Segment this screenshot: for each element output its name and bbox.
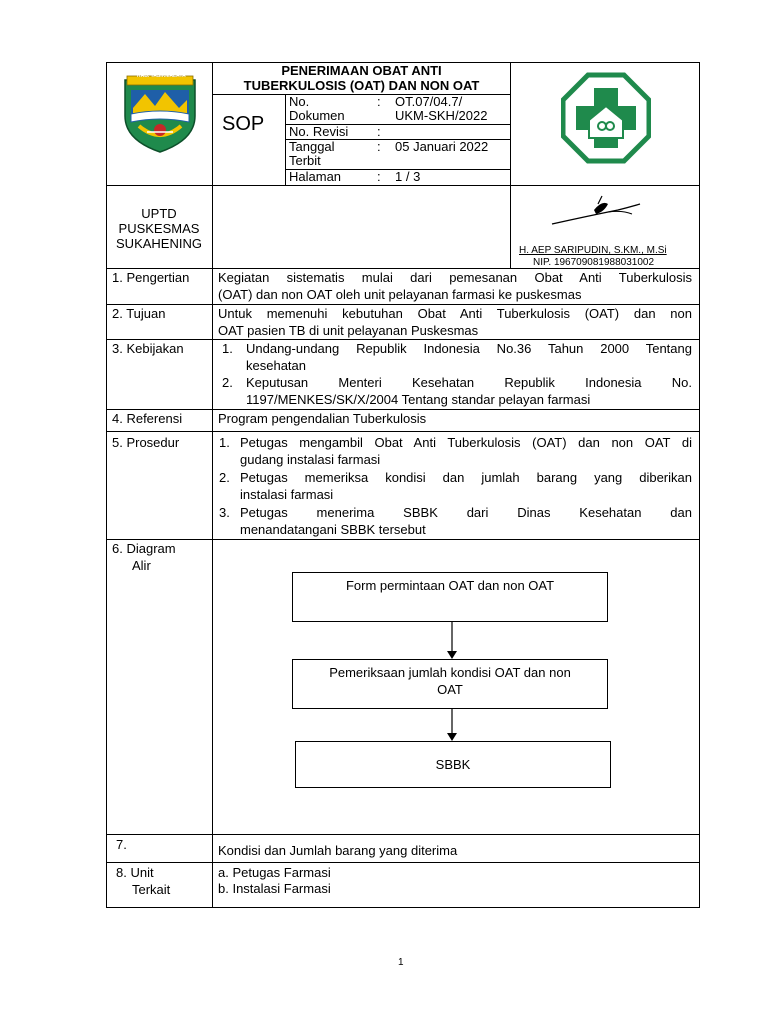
- no-dokumen-label: No. Dokumen: [289, 94, 345, 123]
- label-unit-terkait: 8. Unit Terkait: [116, 865, 171, 897]
- prosedur-item-3-line-1: Petugas menerima SBBK dari Dinas Kesehatan dan: [240, 505, 692, 520]
- colon: :: [377, 139, 381, 154]
- signature: [548, 190, 658, 230]
- colon: :: [377, 124, 381, 139]
- flow-step-form-permintaan: Form permintaan OAT dan non OAT: [292, 572, 608, 622]
- label-kebijakan: 3. Kebijakan: [112, 341, 184, 356]
- halaman-label: Halaman: [289, 169, 342, 184]
- kebijakan-item-1-number: 1.: [222, 341, 233, 356]
- tanggal-terbit-label: Tanggal Terbit: [289, 139, 335, 168]
- prosedur-item-1-line-1: Petugas mengambil Obat Anti Tuberkulosis (OAT) dan non OAT di: [240, 435, 692, 450]
- halaman-value: 1 / 3: [395, 169, 421, 184]
- label-pengertian: 1. Pengertian: [112, 270, 190, 285]
- tanggal-terbit-value: 05 Januari 2022: [395, 139, 489, 154]
- signer-nip: NIP. 196709081988031002: [533, 257, 655, 268]
- kebijakan-item-1-line-2: kesehatan: [246, 358, 306, 373]
- organization-name: UPTD PUSKESMAS SUKAHENING: [116, 206, 202, 251]
- kebijakan-item-2-line-1: Keputusan Menteri Kesehatan Republik Indonesia No.: [246, 375, 692, 390]
- seven-text: Kondisi dan Jumlah barang yang diterima: [218, 843, 458, 858]
- divider: [212, 268, 213, 908]
- no-dokumen-value: OT.07/04.7/ UKM-SKH/2022: [395, 94, 488, 123]
- divider: [510, 62, 511, 268]
- flow-step-sbbk: SBBK: [295, 741, 611, 788]
- colon: :: [377, 94, 381, 109]
- divider: [106, 185, 700, 186]
- divider: [106, 834, 700, 835]
- prosedur-item-3-number: 3.: [219, 505, 230, 520]
- kebijakan-item-2-number: 2.: [222, 375, 233, 390]
- prosedur-item-2-line-2: instalasi farmasi: [240, 487, 334, 502]
- no-revisi-label: No. Revisi: [289, 124, 349, 139]
- pengertian-line-1: Kegiatan sistematis mulai dari pemesanan Obat Anti Tuberkulosis: [218, 270, 692, 285]
- flow-step-pemeriksaan: Pemeriksaan jumlah kondisi OAT dan non OAT: [292, 659, 608, 709]
- prosedur-item-3-line-2: menandatangani SBBK tersebut: [240, 522, 426, 537]
- unit-terkait-item-2: b. Instalasi Farmasi: [218, 881, 331, 896]
- prosedur-item-2-number: 2.: [219, 470, 230, 485]
- label-seven: 7.: [116, 837, 127, 852]
- prosedur-item-2-line-1: Petugas memeriksa kondisi dan jumlah barang yang diberikan: [240, 470, 692, 485]
- flow-arrow: [446, 622, 458, 659]
- sop-label: SOP: [222, 113, 265, 135]
- pengertian-line-2: (OAT) dan non OAT oleh unit pelayanan farmasi ke puskesmas: [218, 287, 582, 302]
- divider: [106, 862, 700, 863]
- divider: [106, 539, 700, 540]
- label-referensi: 4. Referensi: [112, 411, 183, 426]
- tujuan-line-2: OAT pasien TB di unit pelayanan Puskesmas: [218, 323, 479, 338]
- label-tujuan: 2. Tujuan: [112, 306, 166, 321]
- title-line-1: PENERIMAAN OBAT ANTI: [281, 63, 442, 78]
- kebijakan-item-2-line-2: 1197/MENKES/SK/X/2004 Tentang standar pelayan farmasi: [246, 392, 591, 407]
- divider: [106, 431, 700, 432]
- prosedur-item-1-line-2: gudang instalasi farmasi: [240, 452, 381, 467]
- document-title: [213, 63, 510, 93]
- kebijakan-item-1-line-1: Undang-undang Republik Indonesia No.36 Tahun 2000 Tentang: [246, 341, 692, 356]
- tujuan-line-1: Untuk memenuhi kebutuhan Obat Anti Tuberkulosis (OAT) dan non: [218, 306, 692, 321]
- puskesmas-logo: [561, 72, 651, 164]
- referensi-text: Program pengendalian Tuberkulosis: [218, 411, 427, 426]
- unit-terkait-item-1: a. Petugas Farmasi: [218, 865, 331, 880]
- label-prosedur: 5. Prosedur: [112, 435, 180, 450]
- logo-caption: KAB. TASIKMALAYA: [137, 73, 186, 79]
- regency-logo: [117, 70, 203, 154]
- flow-arrow: [446, 709, 458, 741]
- signer-name: H. AEP SARIPUDIN, S.KM., M.Si: [519, 245, 667, 256]
- page-number: 1: [398, 957, 404, 968]
- label-diagram-alir: 6. Diagram Alir: [112, 541, 176, 573]
- prosedur-item-1-number: 1.: [219, 435, 230, 450]
- colon: :: [377, 169, 381, 184]
- title-line-2: TUBERKULOSIS (OAT) DAN NON OAT: [243, 78, 480, 93]
